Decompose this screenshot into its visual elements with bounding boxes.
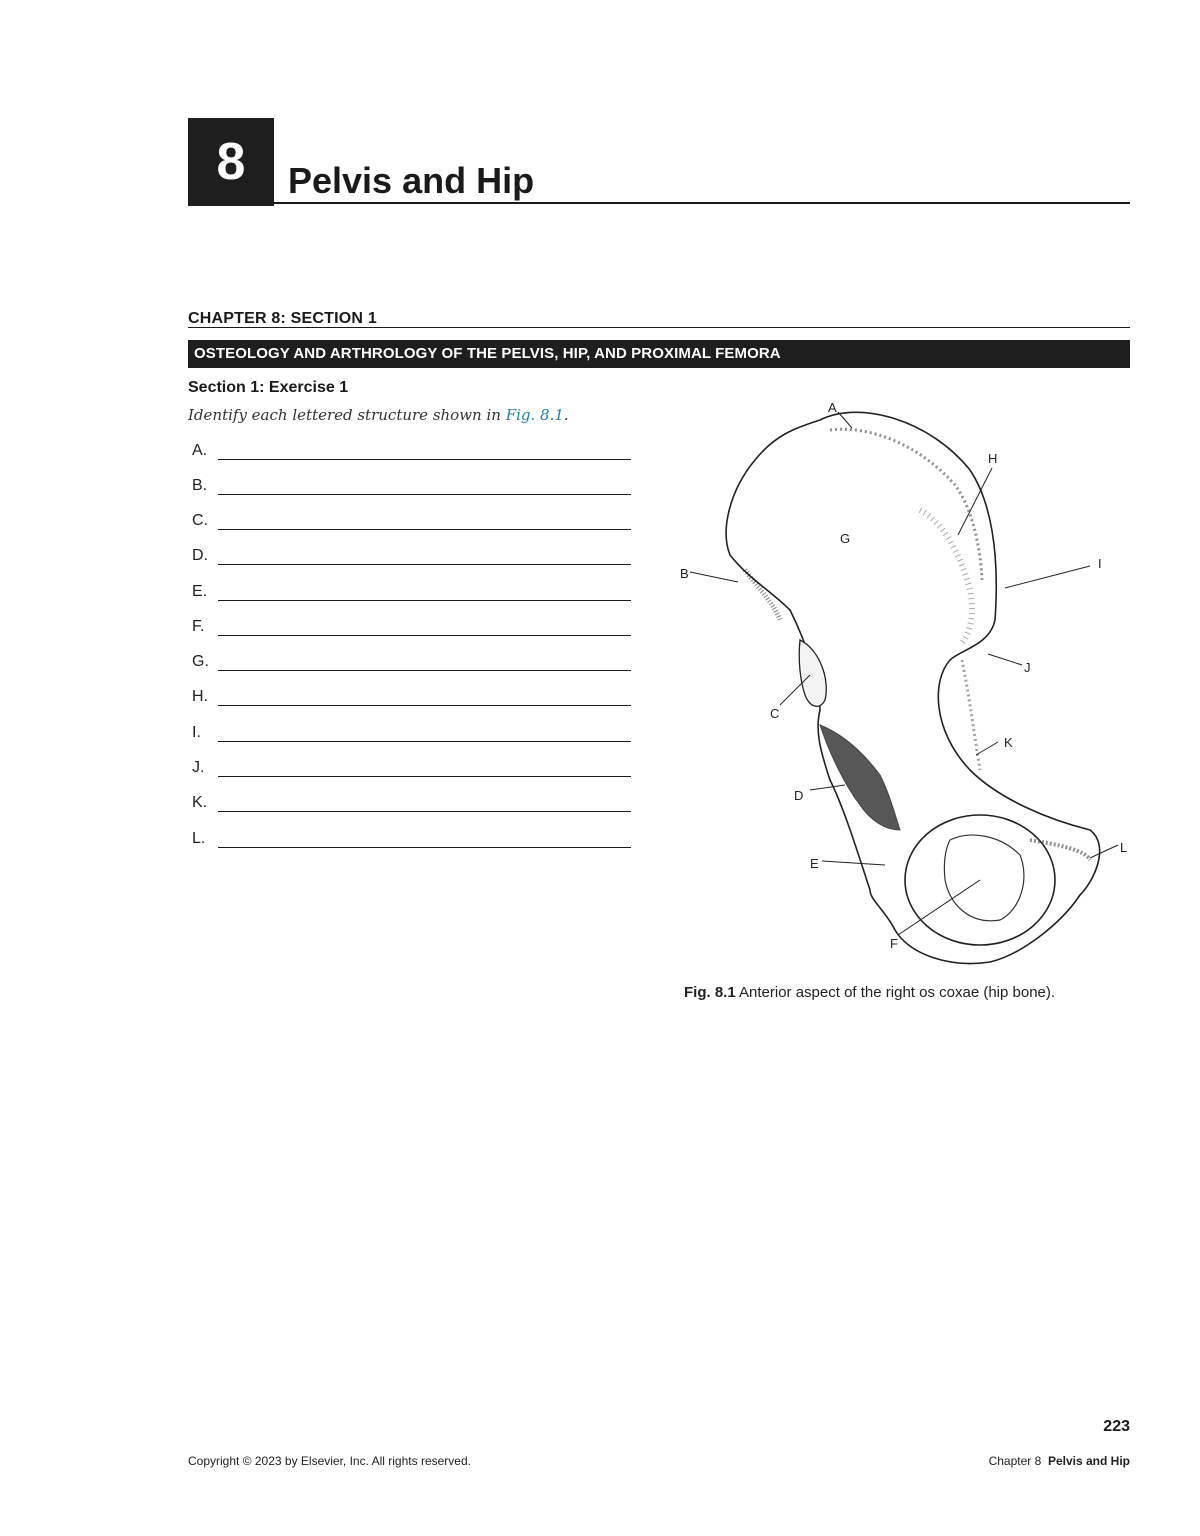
answer-line[interactable]	[218, 529, 631, 530]
instructions-text: Identify each lettered structure shown in	[188, 406, 506, 424]
figure-caption	[684, 984, 1055, 1001]
exercise-title: Section 1: Exercise 1	[188, 379, 349, 396]
answer-letter: J.	[192, 759, 205, 776]
figure-label-f: F	[890, 936, 898, 951]
leader-line-i	[1005, 566, 1090, 588]
leader-line-k	[976, 742, 998, 755]
figure-label-h: H	[988, 451, 998, 466]
figure-link[interactable]: Fig. 8.1	[505, 406, 564, 424]
answer-line[interactable]	[218, 811, 631, 812]
figure-label-j: J	[1024, 660, 1031, 675]
leader-line-b	[690, 572, 738, 582]
section-label: CHAPTER 8: SECTION 1	[188, 310, 377, 327]
answer-letter: H.	[192, 688, 208, 705]
instructions-end: .	[563, 406, 569, 424]
answer-line[interactable]	[218, 741, 631, 742]
hip-bone-figure	[670, 390, 1140, 980]
title-rule	[274, 202, 1130, 204]
answer-row-g[interactable]	[188, 651, 633, 675]
answer-line[interactable]	[218, 776, 631, 777]
figure-label-e: E	[810, 856, 819, 871]
answer-letter: E.	[192, 583, 208, 600]
figure-label-g: G	[840, 531, 851, 546]
copyright-notice: Copyright © 2023 by Elsevier, Inc. All rights reserved.	[188, 1454, 471, 1468]
figure-label-l: L	[1120, 840, 1128, 855]
running-footer	[989, 1454, 1130, 1468]
answer-row-f[interactable]	[188, 616, 633, 640]
answer-line[interactable]	[218, 705, 631, 706]
ischial-shading	[962, 660, 980, 770]
figure-caption-text: Anterior aspect of the right os coxae (hip bone).	[735, 984, 1056, 1001]
answer-row-h[interactable]	[188, 686, 633, 710]
answer-row-b[interactable]	[188, 475, 633, 499]
answer-row-d[interactable]	[188, 545, 633, 569]
figure-label-d: D	[794, 788, 804, 803]
answer-row-j[interactable]	[188, 757, 633, 781]
answer-letter: B.	[192, 477, 208, 494]
running-chapter: Chapter 8	[988, 1454, 1042, 1468]
figure-label-k: K	[1004, 735, 1013, 750]
figure-label-i: I	[1098, 556, 1102, 571]
hip-bone-illustration	[670, 390, 1140, 980]
answer-row-a[interactable]	[188, 440, 633, 464]
section-banner: OSTEOLOGY AND ARTHROLOGY OF THE PELVIS, HIP, AND PROXIMAL FEMORA	[188, 340, 1130, 368]
answer-letter: C.	[192, 512, 208, 529]
chapter-number-box: 8	[188, 118, 274, 206]
answer-line[interactable]	[218, 600, 631, 601]
answer-line[interactable]	[218, 564, 631, 565]
answer-letter: I.	[192, 724, 201, 741]
chapter-title: Pelvis and Hip	[288, 160, 535, 201]
answer-letter: L.	[192, 830, 206, 847]
answer-line[interactable]	[218, 635, 631, 636]
answer-letter: A.	[192, 442, 208, 459]
figure-label-c: C	[770, 706, 780, 721]
answer-line[interactable]	[218, 670, 631, 671]
answer-letter: F.	[192, 618, 205, 635]
figure-label-a: A	[828, 400, 837, 415]
answer-row-c[interactable]	[188, 510, 633, 534]
answer-letter: D.	[192, 547, 208, 564]
answer-row-e[interactable]	[188, 581, 633, 605]
answer-letter: K.	[192, 794, 208, 811]
answer-row-k[interactable]	[188, 792, 633, 816]
figure-label-b: B	[680, 566, 689, 581]
leader-line-j	[988, 654, 1022, 665]
answer-row-i[interactable]	[188, 722, 633, 746]
figure-caption-label: Fig. 8.1	[684, 984, 736, 1001]
answer-row-l[interactable]	[188, 828, 633, 852]
answer-line[interactable]	[218, 459, 631, 460]
answer-letter: G.	[192, 653, 209, 670]
page-number: 223	[1103, 1418, 1130, 1435]
section-rule	[188, 327, 1130, 328]
answer-line[interactable]	[218, 847, 631, 848]
answer-line[interactable]	[218, 494, 631, 495]
exercise-instructions	[188, 406, 569, 424]
running-title: Pelvis and Hip	[1047, 1454, 1130, 1468]
